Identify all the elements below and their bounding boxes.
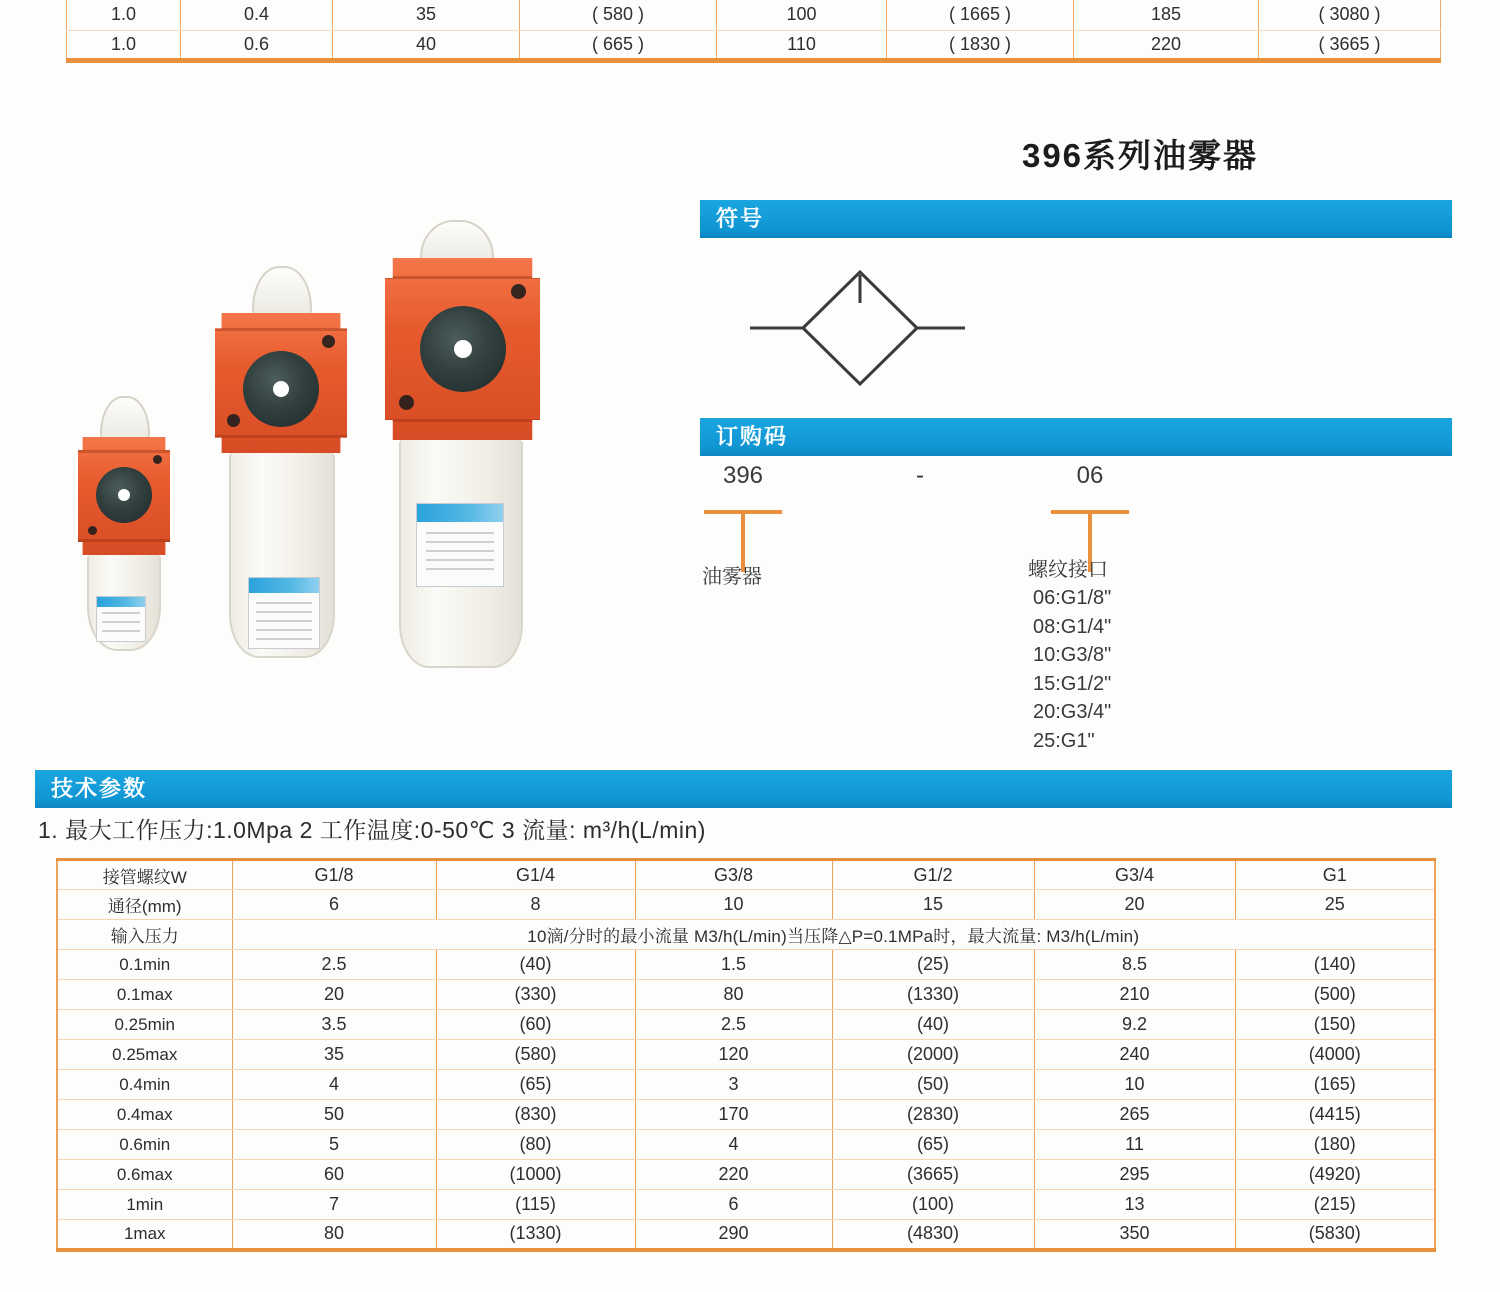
cell: 0.4 (181, 0, 333, 30)
cell: (830) (436, 1100, 635, 1130)
cell: (25) (832, 950, 1034, 980)
cell: 20 (232, 980, 436, 1010)
lubricator-bowl (399, 440, 523, 668)
cell: (140) (1235, 950, 1435, 980)
cell: ( 3080 ) (1259, 0, 1441, 30)
cell: (80) (436, 1130, 635, 1160)
label-strip (249, 578, 319, 593)
dial-center-dot (273, 381, 290, 398)
cell: 80 (635, 980, 832, 1010)
table-row (57, 950, 1435, 980)
symbol-section-header: 符号 (700, 200, 1452, 238)
cell: (330) (436, 980, 635, 1010)
cell: (4920) (1235, 1160, 1435, 1190)
cell: 1.5 (635, 950, 832, 980)
table-row (57, 1130, 1435, 1160)
table-row (67, 30, 1441, 60)
lubricator-bowl (87, 555, 161, 651)
cell: 35 (232, 1040, 436, 1070)
cell: 4 (635, 1130, 832, 1160)
table-row (57, 1160, 1435, 1190)
head-seam (78, 450, 170, 453)
cell: (5830) (1235, 1220, 1435, 1250)
column-header: 接管螺纹W (57, 860, 232, 890)
cell: 20 (1034, 890, 1235, 920)
lubricator-head (215, 313, 347, 453)
cell: (65) (436, 1070, 635, 1100)
cell: (50) (832, 1070, 1034, 1100)
label-strip (417, 504, 503, 522)
table-row (57, 980, 1435, 1010)
cell: 40 (333, 30, 520, 60)
screw-dot (511, 284, 526, 299)
cell: 9.2 (1034, 1010, 1235, 1040)
table-row (57, 1010, 1435, 1040)
tech-section-header: 技术参数 (35, 770, 1452, 808)
cell: 110 (717, 30, 887, 60)
cell: 5 (232, 1130, 436, 1160)
head-seam (78, 539, 170, 542)
row-label: 0.6max (57, 1160, 232, 1190)
cell: (4830) (832, 1220, 1034, 1250)
cell: 210 (1034, 980, 1235, 1010)
lubricator-dome (420, 220, 494, 264)
lubricator-label (416, 503, 504, 587)
screw-dot (88, 526, 97, 535)
screw-dot (322, 335, 335, 348)
lubricator-dial (243, 351, 319, 427)
row-label: 0.25min (57, 1010, 232, 1040)
cell: 240 (1034, 1040, 1235, 1070)
table-row (57, 1100, 1435, 1130)
cell: 185 (1074, 0, 1259, 30)
cell: 10 (635, 890, 832, 920)
cell: (4415) (1235, 1100, 1435, 1130)
top-spec-table (66, 0, 1441, 63)
cell: 220 (1074, 30, 1259, 60)
cell: 120 (635, 1040, 832, 1070)
order-code-port: 06 (1076, 462, 1104, 489)
lubricator-symbol-icon (700, 255, 1100, 420)
cell: 2.5 (635, 1010, 832, 1040)
cell: 6 (232, 890, 436, 920)
cell: (40) (436, 950, 635, 980)
lubricator-dial (96, 467, 152, 523)
lubricator-label (96, 596, 146, 642)
row-label: 1max (57, 1220, 232, 1250)
label-strip (97, 597, 145, 607)
cell: (2830) (832, 1100, 1034, 1130)
order-code-series: 396 (722, 462, 764, 489)
cell: (180) (1235, 1130, 1435, 1160)
row-label: 0.1max (57, 980, 232, 1010)
cell: (580) (436, 1040, 635, 1070)
column-header: G3/8 (635, 860, 832, 890)
cell: 1.0 (67, 0, 181, 30)
cell: (1330) (436, 1220, 635, 1250)
cell: (40) (832, 1010, 1034, 1040)
column-header: G1/2 (832, 860, 1034, 890)
page-title: 396系列油雾器 (1021, 137, 1259, 174)
table-row (57, 860, 1435, 890)
cell: 3 (635, 1070, 832, 1100)
list-item: 20:G3/4" (1033, 701, 1112, 723)
cell: 100 (717, 0, 887, 30)
head-seam (385, 276, 540, 279)
row-label: 输入压力 (57, 920, 232, 950)
cell: (165) (1235, 1070, 1435, 1100)
cell: 290 (635, 1220, 832, 1250)
cell: (1330) (832, 980, 1034, 1010)
table-row (57, 920, 1435, 950)
row-label: 0.25max (57, 1040, 232, 1070)
screw-dot (227, 414, 240, 427)
head-seam (215, 435, 347, 438)
cell: 7 (232, 1190, 436, 1220)
cell: 295 (1034, 1160, 1235, 1190)
lubricator-head (385, 258, 540, 440)
dial-center-dot (118, 489, 130, 501)
table-row (57, 1070, 1435, 1100)
order-code-separator: - (916, 462, 924, 489)
cell: 170 (635, 1100, 832, 1130)
cell: 10滴/分时的最小流量 M3/h(L/min)当压降△P=0.1MPa时，最大流量: M3/h(L/min) (232, 920, 1435, 950)
cell: (3665) (832, 1160, 1034, 1190)
cell: 60 (232, 1160, 436, 1190)
cell: 6 (635, 1190, 832, 1220)
column-header: G3/4 (1034, 860, 1235, 890)
screw-dot (153, 455, 162, 464)
cell: 25 (1235, 890, 1435, 920)
order-code-port-label: 螺纹接口 (1028, 559, 1108, 581)
cell: ( 1665 ) (887, 0, 1074, 30)
cell: ( 3665 ) (1259, 30, 1441, 60)
cell: (2000) (832, 1040, 1034, 1070)
cell: 3.5 (232, 1010, 436, 1040)
head-seam (215, 328, 347, 331)
cell: (100) (832, 1190, 1034, 1220)
cell: 13 (1034, 1190, 1235, 1220)
lubricator-bowl (229, 453, 335, 658)
cell: ( 580 ) (520, 0, 717, 30)
cell: (215) (1235, 1190, 1435, 1220)
table-row (57, 1220, 1435, 1250)
row-label: 0.6min (57, 1130, 232, 1160)
tech-parameters-table (56, 858, 1436, 1252)
cell: 80 (232, 1220, 436, 1250)
cell: 220 (635, 1160, 832, 1190)
cell: 0.6 (181, 30, 333, 60)
list-item: 10:G3/8" (1033, 644, 1112, 666)
table-row (57, 890, 1435, 920)
label-lines (256, 602, 312, 641)
order-section-header: 订购码 (700, 418, 1452, 456)
table-row (57, 1040, 1435, 1070)
cell: (500) (1235, 980, 1435, 1010)
cell: (4000) (1235, 1040, 1435, 1070)
head-seam (385, 419, 540, 422)
thread-option-list (1033, 584, 1111, 755)
column-header: G1 (1235, 860, 1435, 890)
cell: 2.5 (232, 950, 436, 980)
lubricator-dial (420, 306, 506, 392)
table-row (57, 1190, 1435, 1220)
tech-note: 1. 最大工作压力:1.0Mpa 2 工作温度:0-50℃ 3 流量: m³/h(L/min) (38, 817, 706, 843)
row-label: 0.4max (57, 1100, 232, 1130)
label-lines (102, 612, 140, 636)
cell: 11 (1034, 1130, 1235, 1160)
cell: 8 (436, 890, 635, 920)
column-header: G1/8 (232, 860, 436, 890)
column-header: G1/4 (436, 860, 635, 890)
list-item: 08:G1/4" (1033, 615, 1112, 638)
row-label: 通径(mm) (57, 890, 232, 920)
cell: (60) (436, 1010, 635, 1040)
cell: 10 (1034, 1070, 1235, 1100)
lubricator-dome (252, 266, 312, 316)
lubricator-head (78, 437, 170, 555)
row-label: 0.4min (57, 1070, 232, 1100)
list-item: 06:G1/8" (1033, 587, 1112, 609)
dial-center-dot (454, 340, 473, 359)
table-row (67, 0, 1441, 30)
cell: 350 (1034, 1220, 1235, 1250)
cell: ( 665 ) (520, 30, 717, 60)
cell: (150) (1235, 1010, 1435, 1040)
cell: 265 (1034, 1100, 1235, 1130)
cell: (65) (832, 1130, 1034, 1160)
row-label: 0.1min (57, 950, 232, 980)
cell: (115) (436, 1190, 635, 1220)
screw-dot (399, 395, 414, 410)
cell: 1.0 (67, 30, 181, 60)
cell: 50 (232, 1100, 436, 1130)
lubricator-label (248, 577, 320, 649)
row-label: 1min (57, 1190, 232, 1220)
cell: ( 1830 ) (887, 30, 1074, 60)
cell: 8.5 (1034, 950, 1235, 980)
label-lines (426, 532, 495, 577)
cell: (1000) (436, 1160, 635, 1190)
cell: 15 (832, 890, 1034, 920)
order-code-series-label: 油雾器 (702, 566, 762, 588)
lubricator-dome (100, 396, 150, 440)
cell: 4 (232, 1070, 436, 1100)
list-item: 15:G1/2" (1033, 672, 1112, 695)
list-item: 25:G1" (1033, 729, 1095, 752)
cell: 35 (333, 0, 520, 30)
